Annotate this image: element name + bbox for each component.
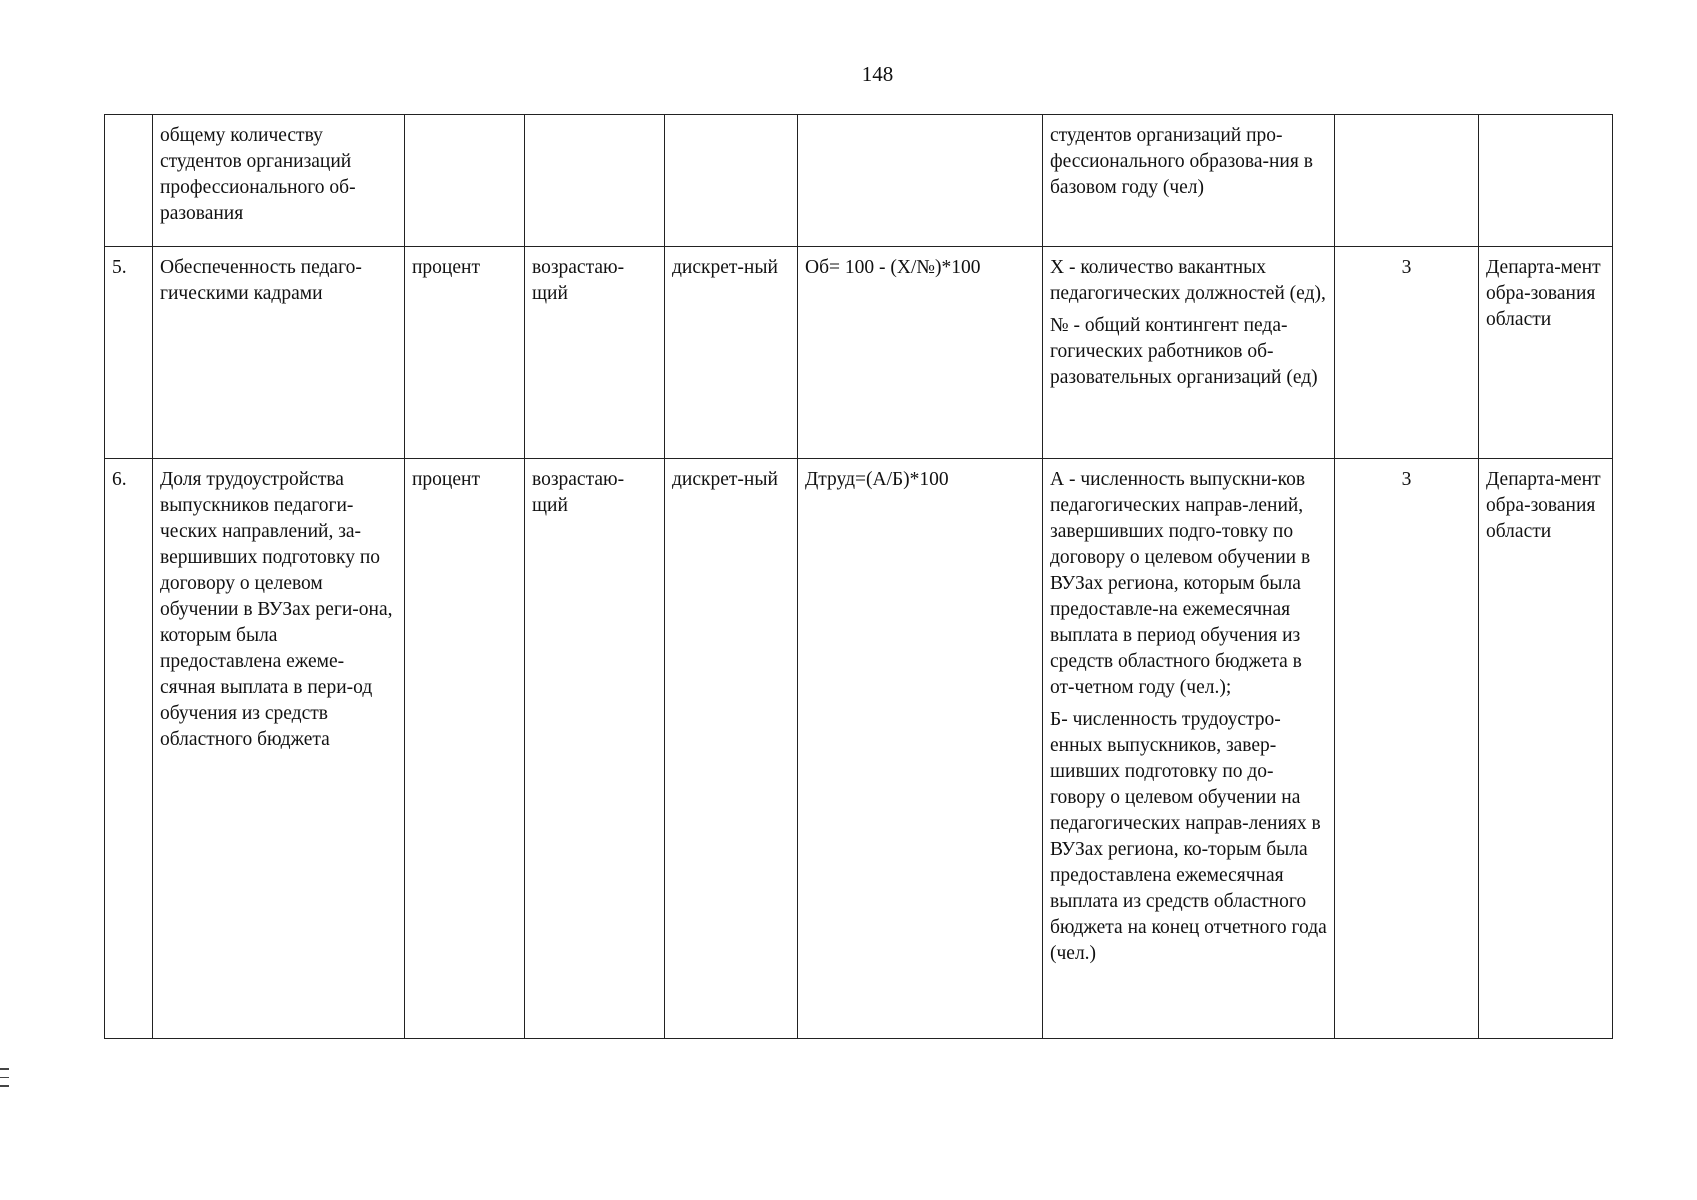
binding-mark: [0, 1085, 9, 1087]
variable-description: Х - количество вакантных педагогических должностей (ед),: [1050, 257, 1326, 304]
cell-responsible: Департа-мент обра-зования области: [1479, 247, 1613, 459]
binding-mark: [0, 1068, 9, 1070]
cell-number: 5.: [105, 247, 153, 459]
cell-trend: [525, 115, 665, 247]
binding-mark: [0, 1077, 9, 1079]
cell-responsible: Департа-мент обра-зования области: [1479, 459, 1613, 1039]
cell-periodicity: 3: [1335, 247, 1479, 459]
page-number: 148: [861, 62, 894, 86]
table-row-continuation: [105, 115, 1613, 247]
cell-variables: [1043, 459, 1335, 1039]
cell-periodicity: [1335, 115, 1479, 247]
cell-number: [105, 115, 153, 247]
cell-type: [665, 115, 798, 247]
cell-trend: возрастаю-щий: [525, 459, 665, 1039]
cell-responsible: [1479, 115, 1613, 247]
cell-unit: процент: [405, 247, 525, 459]
table-row: [105, 247, 1613, 459]
variable-description: студентов организаций про-фессионального образова-ния в базовом году (чел): [1050, 125, 1313, 198]
cell-periodicity: 3: [1335, 459, 1479, 1039]
cell-formula: Об= 100 - (Х/№)*100: [798, 247, 1043, 459]
cell-unit: процент: [405, 459, 525, 1039]
cell-formula: Дтруд=(А/Б)*100: [798, 459, 1043, 1039]
cell-unit: [405, 115, 525, 247]
cell-number: 6.: [105, 459, 153, 1039]
cell-formula: [798, 115, 1043, 247]
table-row: [105, 459, 1613, 1039]
cell-trend: возрастаю-щий: [525, 247, 665, 459]
cell-indicator-name: Доля трудоустройства выпускников педагоги-ческих направлений, за-вершивших подготовку по договору о целевом обучении в ВУЗах реги-она, которым была предоставлена ежеме-сячная выплата в пери-од обучения из средств областного бюджета: [153, 459, 405, 1039]
cell-type: дискрет-ный: [665, 247, 798, 459]
cell-type: дискрет-ный: [665, 459, 798, 1039]
variable-description: Б- численность трудоустро-енных выпускников, завер-шивших подготовку по до-говору о целевом обучении на педагогических направ-лениях в ВУЗах региона, ко-торым была предоставлена ежемесячная выплата из средств областного бюджета на конец отчетного года (чел.): [1050, 709, 1327, 964]
cell-indicator-name: общему количеству студентов организаций профессионального об-разования: [153, 115, 405, 247]
indicators-table: [104, 114, 1613, 1039]
cell-variables: [1043, 247, 1335, 459]
variable-description: № - общий контингент педа-гогических работников об-разовательных организаций (ед): [1050, 315, 1318, 388]
binding-marks: [0, 1068, 9, 1094]
variable-description: А - численность выпускни-ков педагогических направ-лений, завершивших подго-товку по договору о целевом обучении в ВУЗах региона, которым была предоставле-на ежемесячная выплата в период обучения из средств областного бюджета в от-четном году (чел.);: [1050, 469, 1311, 698]
cell-variables: [1043, 115, 1335, 247]
cell-indicator-name: Обеспеченность педаго-гическими кадрами: [153, 247, 405, 459]
